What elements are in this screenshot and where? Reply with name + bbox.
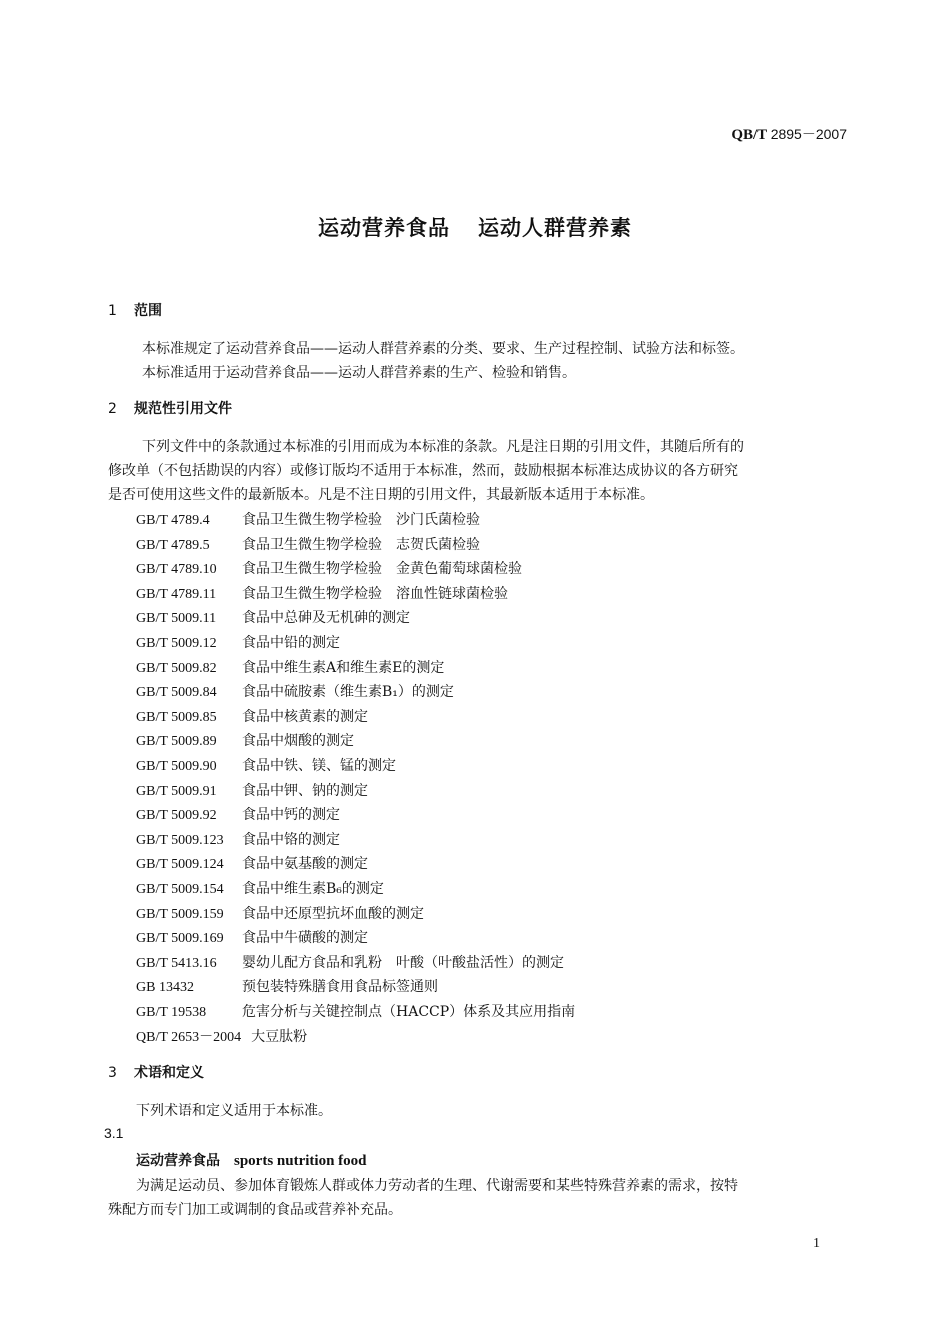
reference-item <box>136 780 368 800</box>
reference-code: GB/T 4789.11 <box>136 587 217 602</box>
reference-title: 婴幼儿配方食品和乳粉 叶酸（叶酸盐活性）的测定 <box>242 955 564 971</box>
definition-line1: 为满足运动员、参加体育锻炼人群或体力劳动者的生理、代谢需要和某些特殊营养素的需求，按特 <box>136 1178 738 1194</box>
reference-title: 食品卫生微生物学检验 志贺氏菌检验 <box>242 537 480 553</box>
reference-title: 大豆肽粉 <box>251 1029 308 1045</box>
reference-item <box>136 509 480 529</box>
section2-number: 2 <box>108 401 117 417</box>
reference-item <box>136 657 444 677</box>
reference-title: 食品中铬的测定 <box>242 832 340 848</box>
reference-code: GB/T 5009.92 <box>136 808 217 823</box>
reference-item <box>136 583 508 603</box>
page-number: 1 <box>813 1236 820 1251</box>
section3-intro: 下列术语和定义适用于本标准。 <box>136 1103 332 1119</box>
section2-intro-line2: 修改单（不包括勘误的内容）或修订版均不适用于本标准，然而，鼓励根据本标准达成协议的各方研究 <box>108 463 738 479</box>
reference-code: GB/T 5009.82 <box>136 661 217 676</box>
reference-item <box>136 853 368 873</box>
reference-title: 食品中总砷及无机砷的测定 <box>242 610 410 626</box>
document-number <box>731 124 847 144</box>
reference-item <box>136 706 368 726</box>
reference-item <box>136 804 340 824</box>
section1-number: 1 <box>108 303 117 319</box>
std-code: QB/T <box>731 127 768 143</box>
reference-code: GB/T 5009.169 <box>136 931 224 946</box>
reference-item <box>136 681 454 701</box>
page-title <box>0 212 950 242</box>
section2-title: 规范性引用文件 <box>134 401 232 417</box>
reference-item <box>136 952 564 972</box>
reference-title: 食品中钾、钠的测定 <box>242 783 368 799</box>
reference-code: GB/T 5009.123 <box>136 833 224 848</box>
reference-title: 食品中铅的测定 <box>242 635 340 651</box>
reference-title: 食品中铁、镁、锰的测定 <box>242 758 396 774</box>
section2-intro-line3: 是否可使用这些文件的最新版本。凡是不注日期的引用文件，其最新版本适用于本标准。 <box>108 487 654 503</box>
reference-code: GB/T 19538 <box>136 1005 207 1020</box>
reference-item <box>136 976 438 996</box>
reference-item <box>136 607 410 627</box>
section1-title: 范围 <box>134 303 162 319</box>
reference-title: 食品卫生微生物学检验 沙门氏菌检验 <box>242 512 480 528</box>
reference-code: QB/T 2653－2004 <box>136 1030 242 1045</box>
reference-code: GB/T 5009.85 <box>136 710 217 725</box>
section3-heading <box>108 1062 204 1082</box>
reference-code: GB/T 5009.11 <box>136 611 217 626</box>
term-zh: 运动营养食品 <box>136 1153 220 1169</box>
title-part1: 运动营养食品 <box>318 216 450 240</box>
reference-item <box>136 927 368 947</box>
reference-code: GB/T 5009.154 <box>136 882 224 897</box>
reference-item <box>136 755 396 775</box>
section2-heading <box>108 398 232 418</box>
term-en: sports nutrition food <box>234 1153 367 1169</box>
std-number: 2895－2007 <box>770 126 847 142</box>
reference-code: GB/T 5009.91 <box>136 784 217 799</box>
reference-title: 食品中硫胺素（维生素B₁）的测定 <box>242 684 454 700</box>
section2-intro-line1: 下列文件中的条款通过本标准的引用而成为本标准的条款。凡是注日期的引用文件，其随后所有的 <box>142 439 744 455</box>
reference-title: 预包装特殊膳食用食品标签通则 <box>242 979 438 995</box>
reference-title: 食品中氨基酸的测定 <box>242 856 368 872</box>
reference-code: GB/T 5009.90 <box>136 759 217 774</box>
reference-title: 食品中烟酸的测定 <box>242 733 354 749</box>
reference-code: GB/T 5413.16 <box>136 956 217 971</box>
reference-code: GB/T 5009.159 <box>136 907 224 922</box>
reference-code: GB 13432 <box>136 980 194 995</box>
section1-heading <box>108 300 162 320</box>
definition-line2: 殊配方而专门加工或调制的食品或营养补充品。 <box>108 1202 402 1218</box>
reference-title: 危害分析与关键控制点（HACCP）体系及其应用指南 <box>242 1004 576 1020</box>
title-part2: 运动人群营养素 <box>478 216 632 240</box>
reference-item <box>136 1001 575 1021</box>
reference-code: GB/T 5009.89 <box>136 734 217 749</box>
reference-item <box>136 1026 307 1046</box>
reference-code: GB/T 4789.4 <box>136 513 210 528</box>
section1-para2: 本标准适用于运动营养食品——运动人群营养素的生产、检验和销售。 <box>142 365 576 381</box>
reference-title: 食品中牛磺酸的测定 <box>242 930 368 946</box>
section3-number: 3 <box>108 1065 117 1081</box>
term-entry <box>136 1150 367 1170</box>
reference-item <box>136 558 522 578</box>
reference-item <box>136 730 354 750</box>
reference-item <box>136 903 424 923</box>
reference-item <box>136 878 384 898</box>
reference-item <box>136 632 340 652</box>
reference-item <box>136 534 480 554</box>
reference-title: 食品卫生微生物学检验 金黄色葡萄球菌检验 <box>242 561 522 577</box>
reference-code: GB/T 5009.124 <box>136 857 224 872</box>
section1-para1: 本标准规定了运动营养食品——运动人群营养素的分类、要求、生产过程控制、试验方法和标签。 <box>142 341 744 357</box>
reference-title: 食品中钙的测定 <box>242 807 340 823</box>
reference-title: 食品中维生素B₆的测定 <box>242 881 384 897</box>
reference-code: GB/T 4789.5 <box>136 538 210 553</box>
reference-title: 食品中核黄素的测定 <box>242 709 368 725</box>
reference-code: GB/T 5009.84 <box>136 685 217 700</box>
reference-title: 食品中维生素A和维生素E的测定 <box>242 660 445 676</box>
reference-item <box>136 829 340 849</box>
section3-title: 术语和定义 <box>134 1065 204 1081</box>
reference-code: GB/T 5009.12 <box>136 636 217 651</box>
reference-code: GB/T 4789.10 <box>136 562 217 577</box>
reference-title: 食品卫生微生物学检验 溶血性链球菌检验 <box>242 586 508 602</box>
subsection-number: 3.1 <box>104 1125 124 1141</box>
reference-title: 食品中还原型抗坏血酸的测定 <box>242 906 424 922</box>
